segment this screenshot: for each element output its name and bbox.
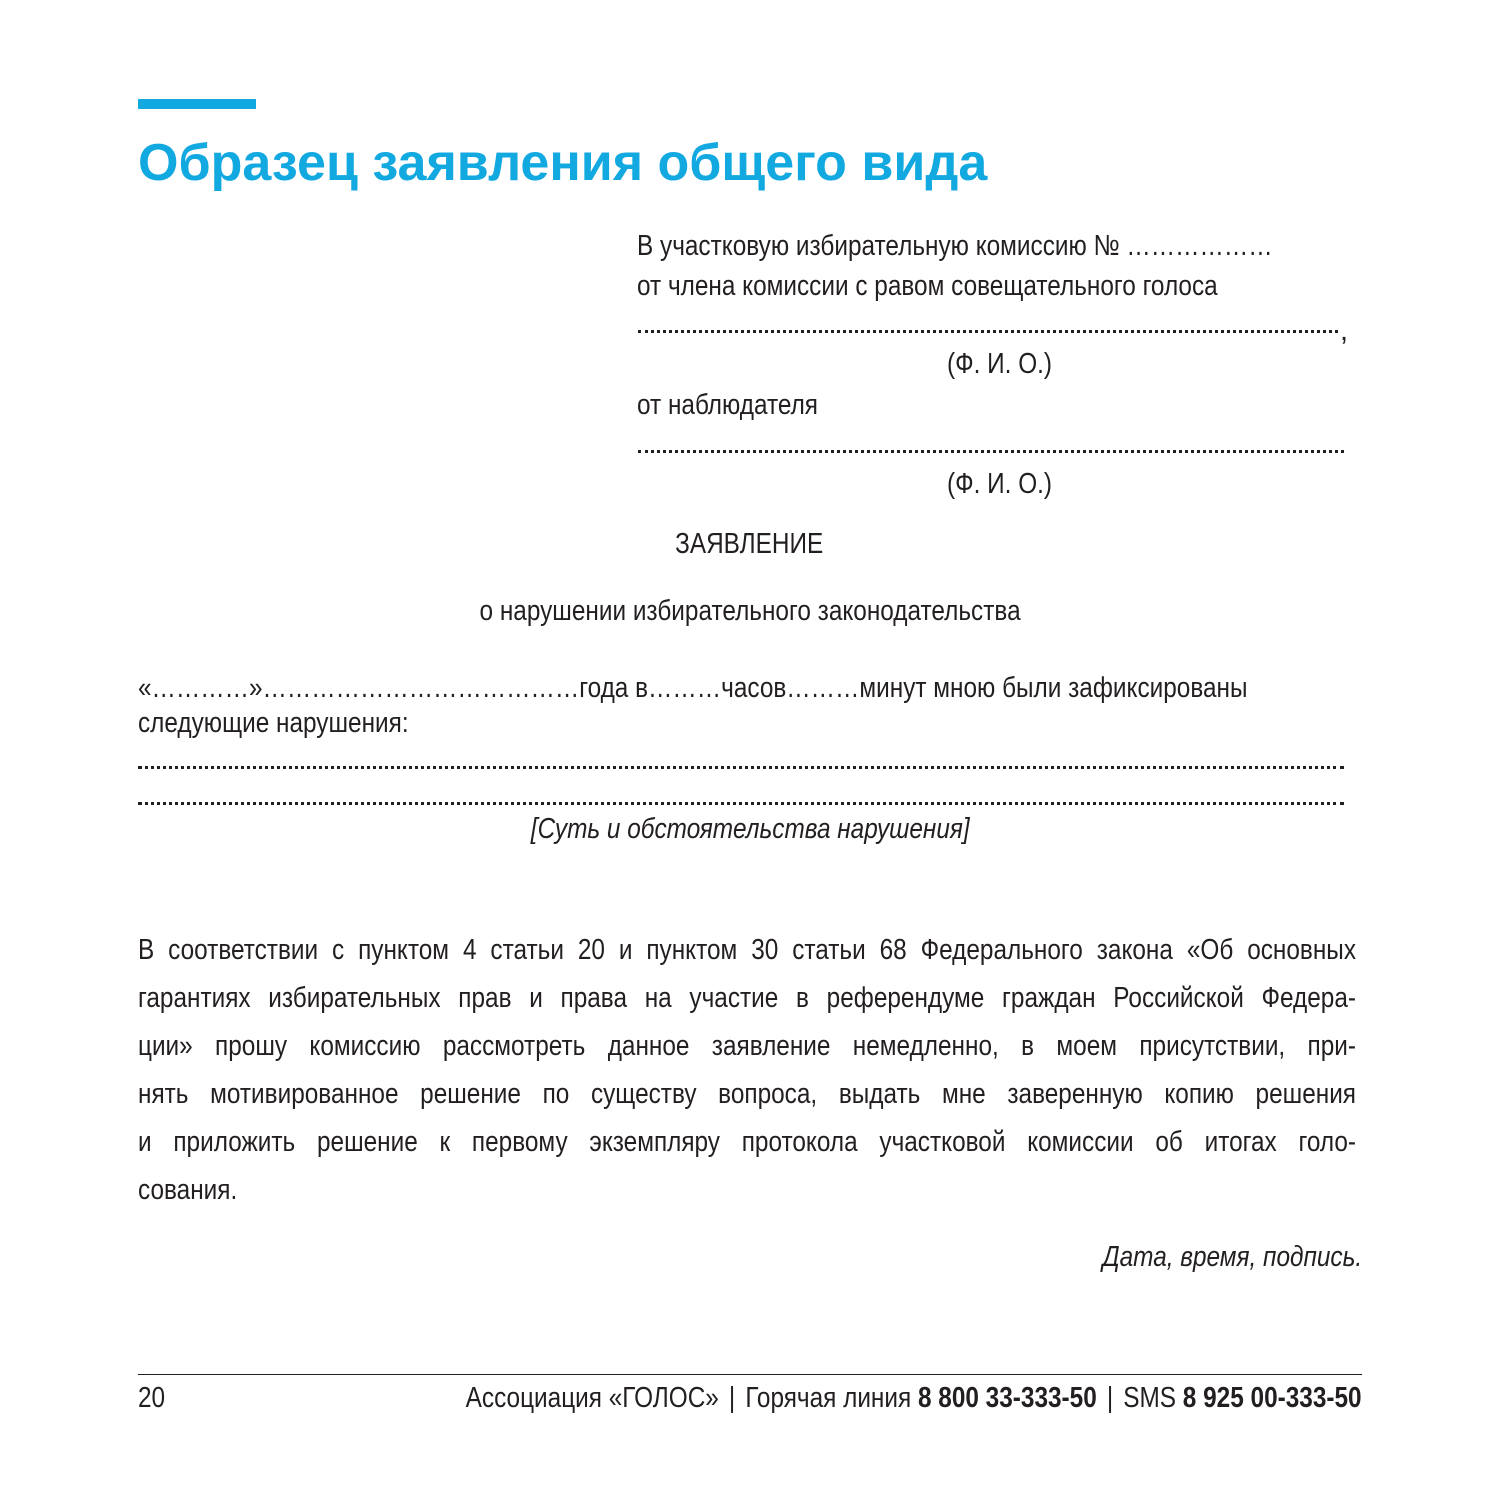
addressee-observer-line: от наблюдателя — [637, 389, 819, 421]
footer-contacts — [466, 1378, 1362, 1418]
member-name-comma: , — [1340, 315, 1349, 347]
page-title: Образец заявления общего вида — [138, 134, 988, 192]
fio-caption-observer: (Ф. И. О.) — [947, 468, 1053, 500]
violations-label: следующие нарушения: — [138, 707, 409, 739]
paragraph-line: ции» прошу комиссию рассмотреть данное заявление немедленно, в моем присутствии, при- — [138, 1030, 1356, 1062]
statement-heading: ЗАЯВЛЕНИЕ — [674, 528, 824, 560]
paragraph-line: гарантиях избирательных прав и права на участие в референдуме граждан Российской Федера- — [138, 982, 1356, 1014]
addressee-member-line: от члена комиссии с равом совещательного голоса — [637, 270, 1218, 302]
request-paragraph — [138, 926, 1356, 1214]
date-time-line: «…………»…………………………………года в………часов………минут мною были зафиксированы — [138, 672, 1248, 704]
statement-subheading: о нарушении избирательного законодательства — [479, 595, 1021, 627]
organization-name: Ассоциация «ГОЛОС» — [466, 1382, 720, 1414]
addressee-commission-line: В участковую избирательную комиссию № ……………… — [637, 230, 1273, 262]
member-name-blank — [638, 330, 1338, 333]
sms-label: SMS — [1123, 1382, 1177, 1414]
violation-blank-line — [138, 766, 1344, 769]
title-accent-bar — [138, 99, 256, 109]
page-number: 20 — [138, 1382, 166, 1414]
paragraph-line: и приложить решение к первому экземпляру протокола участковой комиссии об итогах голо- — [138, 1126, 1356, 1158]
violation-caption: [Суть и обстоятельства нарушения] — [530, 813, 970, 845]
footer-separator: | — [1107, 1382, 1114, 1414]
violation-blank-line — [138, 802, 1344, 805]
hotline-label: Горячая линия — [745, 1382, 912, 1414]
paragraph-line: В соответствии с пунктом 4 статьи 20 и пунктом 30 статьи 68 Федерального закона «Об основных — [138, 934, 1356, 966]
footer-divider — [138, 1374, 1362, 1375]
observer-name-blank — [638, 450, 1344, 453]
signature-line: Дата, время, подпись. — [1102, 1241, 1362, 1273]
paragraph-line: сования. — [138, 1174, 238, 1206]
hotline-number: 8 800 33-333-50 — [918, 1382, 1098, 1414]
sms-number: 8 925 00-333-50 — [1183, 1382, 1362, 1414]
fio-caption-member: (Ф. И. О.) — [947, 348, 1053, 380]
paragraph-line: нять мотивированное решение по существу вопроса, выдать мне заверенную копию решения — [138, 1078, 1356, 1110]
footer-separator: | — [729, 1382, 736, 1414]
